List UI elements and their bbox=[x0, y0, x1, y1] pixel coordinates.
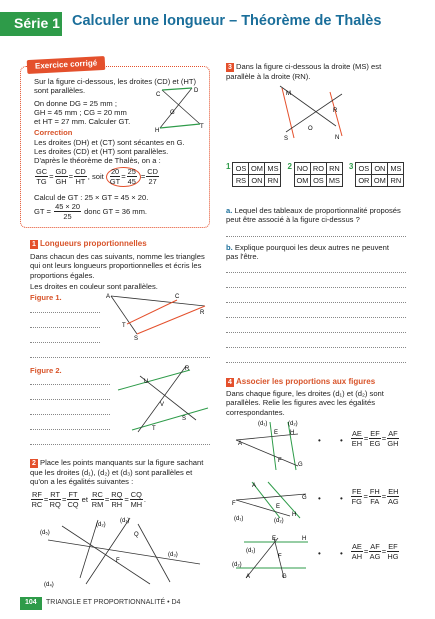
answer-line[interactable] bbox=[226, 362, 406, 363]
ex3-tables bbox=[226, 162, 404, 187]
table-cell: OS bbox=[356, 163, 372, 175]
ex2-text: 2 Place les points manquants sur la figure sachant que les droites (d₁), (d₂) et (d₃) sont parallèles et qu'on a les égalités suivantes : bbox=[30, 458, 204, 487]
corrige-c4: Calcul de GT : 25 × GT = 45 × 20. bbox=[34, 193, 149, 202]
svg-text:A: A bbox=[106, 294, 111, 300]
answer-line[interactable] bbox=[226, 272, 406, 273]
pt-T: T bbox=[200, 124, 204, 130]
svg-text:Q: Q bbox=[134, 532, 139, 538]
serie-badge: Série 1 bbox=[0, 12, 62, 36]
ex3-question-b: b. Explique pourquoi les deux autres ne peuvent pas l'être. bbox=[226, 243, 389, 262]
svg-text:(d₅): (d₅) bbox=[40, 530, 50, 536]
bullet[interactable]: • bbox=[318, 436, 321, 445]
svg-text:F: F bbox=[232, 501, 236, 507]
svg-text:(d₂): (d₂) bbox=[274, 518, 284, 524]
ex4-figure-a bbox=[232, 418, 312, 474]
svg-text:(d₂): (d₂) bbox=[288, 421, 298, 427]
svg-text:O: O bbox=[308, 126, 313, 132]
svg-text:E: E bbox=[274, 430, 279, 436]
proportion-table[interactable] bbox=[349, 162, 404, 187]
bullet[interactable]: • bbox=[340, 549, 343, 558]
table-cell: OM bbox=[249, 163, 265, 175]
table-cell: OM bbox=[294, 175, 310, 187]
svg-text:R: R bbox=[333, 108, 338, 114]
svg-text:F: F bbox=[278, 554, 282, 560]
corrige-c2: Les droites (CD) et (HT) sont parallèles. bbox=[34, 146, 169, 156]
table-cell: RN bbox=[326, 163, 342, 175]
ex4-text: Dans chaque figure, les droites (d₁) et (d₂) sont parallèles. Relie les figures avec les égalités correspondantes. bbox=[226, 389, 384, 417]
answer-line[interactable] bbox=[226, 347, 406, 348]
answer-line[interactable] bbox=[226, 287, 406, 288]
svg-text:S: S bbox=[134, 336, 139, 340]
equality-b: $\frac{FE}{FG}$ = $\frac{FH}{FA}$ = $\frac{EH}{AG}$ bbox=[351, 487, 399, 507]
table-cell: OR bbox=[356, 175, 372, 187]
answer-line[interactable] bbox=[226, 236, 406, 237]
svg-text:(d₄): (d₄) bbox=[44, 582, 54, 588]
table-cell: NO bbox=[294, 163, 310, 175]
answer-line[interactable] bbox=[30, 414, 110, 415]
svg-text:T: T bbox=[152, 426, 156, 432]
answer-line[interactable] bbox=[30, 327, 100, 328]
pt-D: D bbox=[194, 88, 199, 94]
corrige-figure bbox=[152, 84, 208, 134]
svg-text:(d₁): (d₁) bbox=[258, 421, 268, 427]
ex2-equalities: $\frac{RF}{RC}$ = $\frac{RT}{RQ}$ = $\frac{FT}{CQ}$ et $\frac{RC}{RM}$ = $\frac{RQ}{RH}$ = $\frac{CQ}{MH}$ . bbox=[31, 490, 147, 510]
answer-line[interactable] bbox=[30, 429, 110, 430]
corrige-c3: D'après le théorème de Thalès, on a : bbox=[34, 156, 161, 165]
svg-text:N: N bbox=[335, 135, 340, 141]
svg-text:T: T bbox=[122, 323, 126, 329]
answer-line[interactable] bbox=[30, 384, 110, 385]
corrige-c1: Les droites (DH) et (CT) sont sécantes en G. bbox=[34, 137, 185, 147]
answer-line[interactable] bbox=[30, 342, 100, 343]
ex3-text: 3 Dans la figure ci-dessous la droite (MS) est parallèle à la droite (RN). bbox=[226, 62, 382, 81]
svg-text:(d₁): (d₁) bbox=[246, 548, 256, 554]
answer-line[interactable] bbox=[30, 399, 110, 400]
ex4-figure-c bbox=[232, 532, 312, 582]
table-cell: OM bbox=[372, 175, 388, 187]
figure-1 bbox=[105, 290, 215, 340]
answer-line[interactable] bbox=[30, 444, 210, 445]
svg-text:H: H bbox=[292, 512, 297, 518]
ex2-figure bbox=[40, 512, 210, 588]
proportion-table[interactable] bbox=[287, 162, 342, 187]
svg-text:E: E bbox=[276, 504, 281, 510]
equality-a: $\frac{AE}{EH}$ = $\frac{EF}{EG}$ = $\frac{AF}{GH}$ bbox=[351, 429, 399, 449]
ex4-figure-b bbox=[232, 478, 312, 524]
svg-text:(d₂): (d₂) bbox=[232, 562, 242, 568]
ex3-figure bbox=[272, 82, 352, 144]
ex3-question-a: a. Lequel des tableaux de proportionnalité proposés peut être associé à la figure ci-dessus ? bbox=[226, 206, 401, 225]
table-cell: MS bbox=[326, 175, 342, 187]
correction-heading: Correction bbox=[34, 128, 73, 138]
page-title: Calculer une longueur – Théorème de Thalès bbox=[72, 13, 382, 29]
corrige-given3: et HT = 27 mm. Calculer GT. bbox=[34, 117, 131, 126]
ex1-text: Dans chacun des cas suivants, nomme les triangles qui ont leurs longueurs proportionnelles et écris les proportions égales. Les droites en couleur sont parallèles. bbox=[30, 252, 205, 291]
bullet[interactable]: • bbox=[340, 436, 343, 445]
svg-text:A: A bbox=[246, 574, 251, 580]
answer-line[interactable] bbox=[226, 317, 406, 318]
svg-text:G: G bbox=[282, 574, 287, 580]
bullet[interactable]: • bbox=[318, 549, 321, 558]
svg-text:S: S bbox=[182, 416, 187, 422]
svg-text:(d₃): (d₃) bbox=[168, 552, 178, 558]
svg-text:(d₁): (d₁) bbox=[120, 518, 130, 524]
table-cell: OS bbox=[233, 163, 249, 175]
svg-text:G: G bbox=[302, 495, 307, 501]
answer-line[interactable] bbox=[30, 357, 210, 358]
thales-equation: $\frac{GC}{TG}$ = $\frac{GD}{GH}$ = $\frac{CD}{HT}$ , soit $\frac{20}{GT}$ = $\frac{25}{45}$ = $\frac{CD}{27}$ bbox=[36, 167, 158, 187]
svg-text:F: F bbox=[278, 458, 282, 464]
footer-text: TRIANGLE ET PROPORTIONNALITÉ • D4 bbox=[46, 599, 181, 606]
table-cell: RO bbox=[310, 163, 326, 175]
table-cell: ON bbox=[372, 163, 388, 175]
table-number: 1 bbox=[226, 162, 231, 171]
svg-text:A: A bbox=[252, 483, 257, 489]
bullet[interactable]: • bbox=[318, 494, 321, 503]
table-cell: MS bbox=[265, 163, 281, 175]
proportion-table[interactable] bbox=[226, 162, 281, 187]
svg-text:C: C bbox=[175, 294, 180, 300]
ex1-heading: 1 Longueurs proportionnelles bbox=[30, 239, 147, 249]
page-number: 104 bbox=[20, 597, 42, 610]
svg-text:(d₂): (d₂) bbox=[96, 522, 106, 528]
svg-text:V: V bbox=[160, 402, 165, 408]
svg-text:F: F bbox=[116, 558, 120, 564]
pt-H: H bbox=[155, 128, 160, 134]
corrige-result: GT = $\frac{45 \times 20}{25}$ donc GT = 36 mm. bbox=[34, 202, 148, 222]
table-cell: OS bbox=[310, 175, 326, 187]
svg-text:H: H bbox=[290, 430, 295, 436]
figure-2 bbox=[112, 362, 212, 436]
svg-text:R: R bbox=[185, 366, 190, 372]
bullet[interactable]: • bbox=[340, 494, 343, 503]
svg-text:A: A bbox=[238, 441, 243, 447]
corrige-given1: On donne DG = 25 mm ; bbox=[34, 98, 117, 108]
svg-text:E: E bbox=[272, 536, 277, 542]
figure-1-label: Figure 1. bbox=[30, 293, 62, 302]
svg-text:U: U bbox=[144, 379, 149, 385]
table-cell: MS bbox=[388, 163, 404, 175]
svg-text:G: G bbox=[298, 462, 303, 468]
svg-text:(d₁): (d₁) bbox=[234, 516, 244, 522]
table-cell: ON bbox=[249, 175, 265, 187]
answer-line[interactable] bbox=[226, 302, 406, 303]
corrige-intro2: sont parallèles. bbox=[34, 86, 86, 96]
corrige-intro1: Sur la figure ci-dessous, les droites (CD) et (HT) bbox=[34, 77, 197, 86]
table-cell: RN bbox=[388, 175, 404, 187]
table-number: 3 bbox=[348, 162, 354, 171]
svg-text:R: R bbox=[200, 310, 205, 316]
svg-text:M: M bbox=[286, 91, 291, 97]
answer-line[interactable] bbox=[30, 312, 100, 313]
ex4-heading: 4 Associer les proportions aux figures bbox=[226, 377, 375, 387]
corrige-given2: GH = 45 mm ; CG = 20 mm bbox=[34, 107, 127, 117]
svg-text:S: S bbox=[284, 136, 289, 142]
table-number: 2 bbox=[287, 162, 292, 171]
table-cell: RN bbox=[265, 175, 281, 187]
table-cell: RS bbox=[233, 175, 249, 187]
svg-text:H: H bbox=[302, 536, 307, 542]
pt-G: G bbox=[170, 110, 175, 116]
answer-line[interactable] bbox=[226, 332, 406, 333]
figure-2-label: Figure 2. bbox=[30, 366, 62, 375]
pt-C: C bbox=[156, 92, 161, 98]
equality-c: $\frac{AE}{AH}$ = $\frac{AF}{AG}$ = $\frac{EF}{HG}$ bbox=[351, 542, 399, 562]
corrige-tag: Exercice corrigé bbox=[27, 56, 106, 74]
